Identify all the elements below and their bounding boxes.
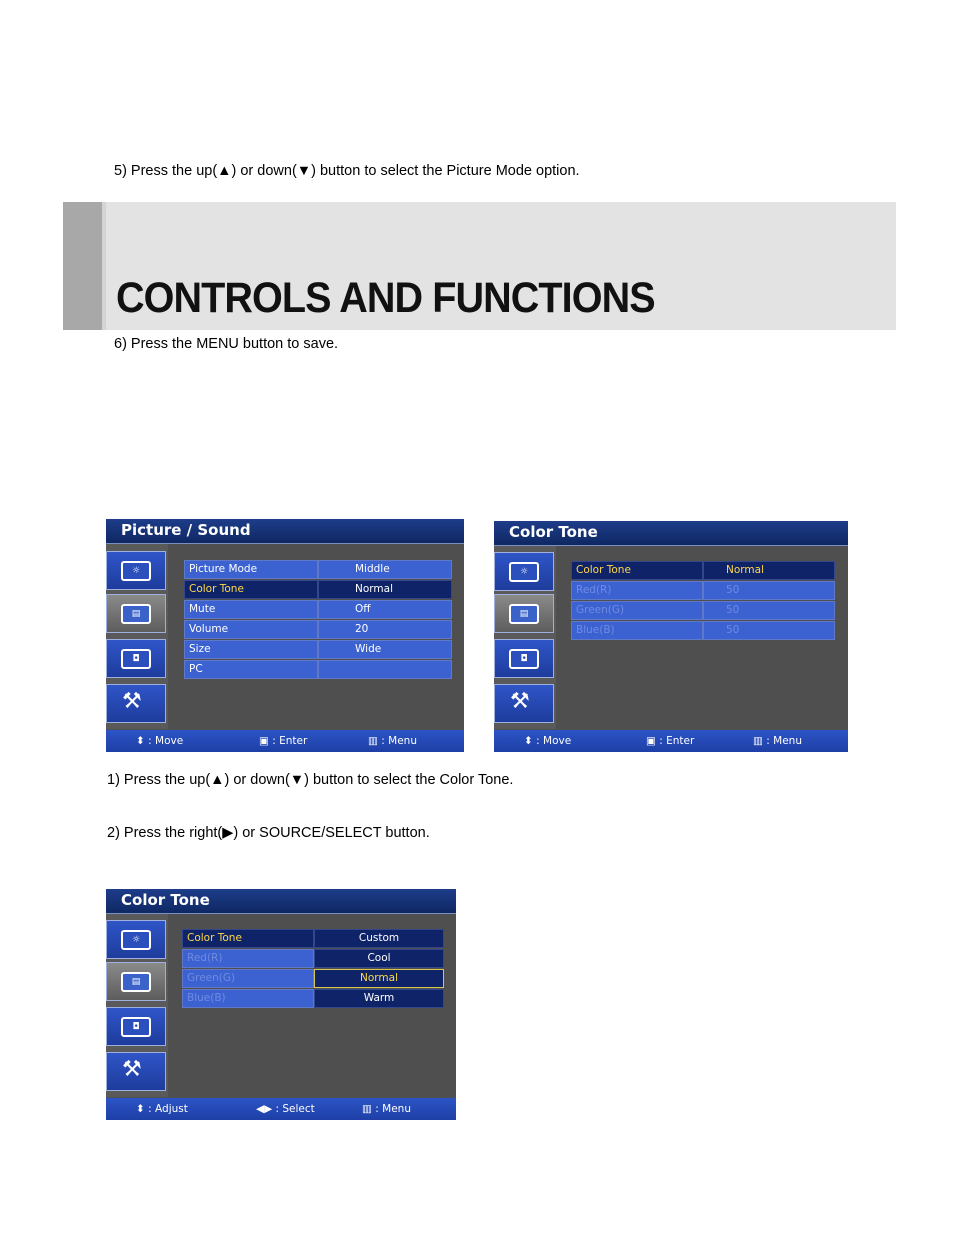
move-hint-label: : Move	[536, 735, 572, 747]
menu-hint-label: : Menu	[381, 735, 417, 747]
menu-value: Normal	[318, 580, 452, 599]
move-hint	[524, 735, 571, 747]
enter-icon: ▣	[646, 735, 656, 747]
menu-label: Size	[184, 640, 318, 659]
picture-icon: ☼	[509, 562, 539, 582]
adjust-hint-label: : Adjust	[148, 1103, 188, 1115]
osd-title: Picture / Sound	[121, 521, 251, 539]
osd-footer	[106, 730, 464, 752]
step-5-text: 5) Press the up(▲) or down(▼) button to select the Picture Mode option.	[114, 163, 580, 179]
up-down-icon: ⬍	[524, 735, 533, 747]
osd-sidebar	[106, 544, 168, 729]
menu-icon: ▥	[362, 1103, 372, 1115]
picture-icon: ☼	[121, 930, 151, 950]
adjust-hint	[136, 1103, 188, 1115]
menu-label: PC	[184, 660, 318, 679]
osd-color-tone	[494, 521, 848, 752]
move-hint	[136, 735, 183, 747]
select-hint-label: : Select	[275, 1103, 315, 1115]
sidebar-input-button[interactable]	[106, 594, 166, 633]
option-warm[interactable]: Warm	[314, 989, 444, 1008]
menu-value: Off	[318, 600, 452, 619]
picture-icon: ☼	[121, 561, 151, 581]
menu-label: Blue(B)	[182, 989, 314, 1008]
osd-footer	[106, 1098, 456, 1120]
select-hint	[256, 1103, 315, 1115]
screen-icon: ◘	[121, 1017, 151, 1037]
sidebar-screen-button[interactable]	[106, 1007, 166, 1046]
tools-icon: ⚒	[510, 689, 530, 714]
enter-hint-label: : Enter	[272, 735, 308, 747]
move-hint-label: : Move	[148, 735, 184, 747]
menu-value: 50	[703, 621, 835, 640]
menu-label: Red(R)	[182, 949, 314, 968]
enter-hint-label: : Enter	[659, 735, 695, 747]
step-2-text: 2) Press the right(▶) or SOURCE/SELECT button.	[107, 825, 430, 841]
osd-picture-sound	[106, 519, 464, 752]
osd-title: Color Tone	[121, 891, 210, 909]
step-6-text: 6) Press the MENU button to save.	[114, 336, 339, 352]
menu-value: Normal	[703, 561, 835, 580]
screen-icon: ◘	[509, 649, 539, 669]
menu-hint	[368, 735, 417, 747]
input-icon: ▤	[121, 604, 151, 624]
osd-sidebar	[106, 914, 168, 1097]
menu-label: Blue(B)	[571, 621, 703, 640]
up-down-icon: ⬍	[136, 735, 145, 747]
menu-value: 20	[318, 620, 452, 639]
menu-label: Red(R)	[571, 581, 703, 600]
menu-label: Picture Mode	[184, 560, 318, 579]
option-custom[interactable]: Custom	[314, 929, 444, 948]
sidebar-screen-button[interactable]	[494, 639, 554, 678]
up-down-icon: ⬍	[136, 1103, 145, 1115]
screen-icon: ◘	[121, 649, 151, 669]
sidebar-screen-button[interactable]	[106, 639, 166, 678]
step-1-text: 1) Press the up(▲) or down(▼) button to select the Color Tone.	[107, 772, 514, 788]
sidebar-picture-button[interactable]	[106, 920, 166, 959]
menu-value: Middle	[318, 560, 452, 579]
osd-title: Color Tone	[509, 523, 598, 541]
menu-hint-label: : Menu	[375, 1103, 411, 1115]
menu-label: Color Tone	[184, 580, 318, 599]
osd-footer	[494, 730, 848, 752]
sidebar-tools-button[interactable]	[106, 684, 166, 723]
menu-value: 50	[703, 601, 835, 620]
menu-label: Volume	[184, 620, 318, 639]
tools-icon: ⚒	[122, 1057, 142, 1082]
osd-sidebar	[494, 546, 556, 729]
option-normal-highlighted[interactable]: Normal	[314, 969, 444, 988]
menu-value	[318, 660, 452, 679]
section-banner	[63, 202, 896, 330]
input-icon: ▤	[509, 604, 539, 624]
option-cool[interactable]: Cool	[314, 949, 444, 968]
menu-hint	[362, 1103, 411, 1115]
banner-divider	[102, 202, 106, 330]
menu-hint	[753, 735, 802, 747]
menu-label: Mute	[184, 600, 318, 619]
sidebar-picture-button[interactable]	[494, 552, 554, 591]
sidebar-tools-button[interactable]	[106, 1052, 166, 1091]
menu-value: Wide	[318, 640, 452, 659]
sidebar-input-button[interactable]	[106, 962, 166, 1001]
menu-label: Color Tone	[571, 561, 703, 580]
input-icon: ▤	[121, 972, 151, 992]
enter-hint	[259, 735, 307, 747]
menu-icon: ▥	[753, 735, 763, 747]
sidebar-tools-button[interactable]	[494, 684, 554, 723]
osd-color-tone-options	[106, 889, 456, 1120]
menu-label: Green(G)	[571, 601, 703, 620]
sidebar-input-button[interactable]	[494, 594, 554, 633]
section-title: CONTROLS AND FUNCTIONS	[116, 274, 655, 322]
osd-header	[494, 521, 848, 546]
sidebar-picture-button[interactable]	[106, 551, 166, 590]
menu-label: Color Tone	[182, 929, 314, 948]
enter-hint	[646, 735, 694, 747]
banner-tab	[63, 202, 102, 330]
enter-icon: ▣	[259, 735, 269, 747]
menu-label: Green(G)	[182, 969, 314, 988]
menu-value: 50	[703, 581, 835, 600]
menu-hint-label: : Menu	[766, 735, 802, 747]
osd-header	[106, 519, 464, 544]
osd-header	[106, 889, 456, 914]
left-right-icon: ◀▶	[256, 1103, 273, 1115]
tools-icon: ⚒	[122, 689, 142, 714]
menu-icon: ▥	[368, 735, 378, 747]
